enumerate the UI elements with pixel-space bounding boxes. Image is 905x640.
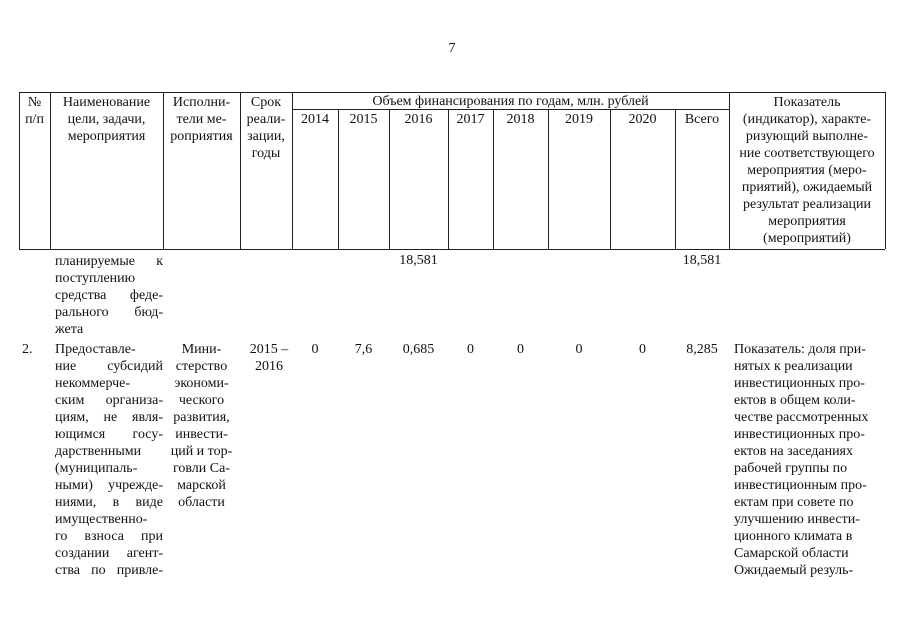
col-border	[389, 109, 390, 249]
header-name: Наименование цели, задачи, мероприятия	[62, 95, 151, 144]
header-indicator: Показатель (индикатор), характе- ризующий выполне- ние соответствующего мероприятия (меро- приятий), ожидаемый результат реализации мероприятия (мероприятий)	[739, 95, 875, 246]
col-border	[493, 109, 494, 249]
page-number: 7	[448, 41, 456, 56]
header-bottom-border	[19, 249, 885, 250]
header-year-2015: 2015	[349, 112, 378, 127]
row2-value-total: 8,285	[686, 342, 718, 357]
row2-value-2016: 0,685	[402, 342, 435, 357]
col-border	[885, 92, 886, 249]
header-term: Срок реали- зации, годы	[246, 95, 286, 161]
row2-executors: Мини- стерство экономи- ческого развития, инвести- ций и тор- говли Са- марской области	[170, 342, 233, 510]
row2-term: 2015 – 2016	[249, 342, 289, 374]
col-border	[338, 109, 339, 249]
row2-value-2014: 0	[311, 342, 319, 357]
header-year-2020: 2020	[628, 112, 657, 127]
header-executors: Исполни- тели ме- роприятия	[170, 95, 233, 144]
row2-value-2020: 0	[639, 342, 646, 357]
row2-indicator: Показатель: доля при- нятых к реализации инвестиционных про- ектов в общем коли- честве рассмотренных инвестиционных про- ектов на заседаниях рабочей группы по инвестиционным про- ектам при совете по улучшению инвести- ционного климата в Самарской области Ожидаемый резуль-	[734, 342, 869, 578]
header-year-2017: 2017	[456, 112, 485, 127]
col-border	[675, 109, 676, 249]
continued-row-total: 18,581	[682, 253, 722, 268]
header-num: № п/п	[25, 95, 44, 127]
row2-value-2019: 0	[575, 342, 583, 357]
header-year-2019: 2019	[565, 112, 593, 127]
header-year-2018: 2018	[506, 112, 535, 127]
header-year-2016: 2016	[404, 112, 433, 127]
col-border	[610, 109, 611, 249]
continued-row-name: планируемые к поступлению средства феде- рального бюд- жета	[55, 254, 163, 337]
col-border	[548, 109, 549, 249]
row2-value-2018: 0	[517, 342, 524, 357]
header-year-2014: 2014	[301, 112, 329, 127]
row2-value-2015: 7,6	[354, 342, 373, 357]
row2-number: 2.	[22, 342, 33, 357]
continued-row-2016: 18,581	[399, 253, 438, 268]
header-funding-title: Объем финансирования по годам, млн. рублей	[372, 94, 649, 109]
row2-value-2017: 0	[467, 342, 474, 357]
header-total: Всего	[684, 112, 720, 127]
col-border	[448, 109, 449, 249]
row2-name: Предоставле- ние субсидий некоммерче- ским организа- циям, не явля- ющимся госу- дарственными (муниципаль- ными) учрежде- ниями, в виде имущественно- го взноса при создании агент- ства по привле-	[55, 342, 163, 578]
